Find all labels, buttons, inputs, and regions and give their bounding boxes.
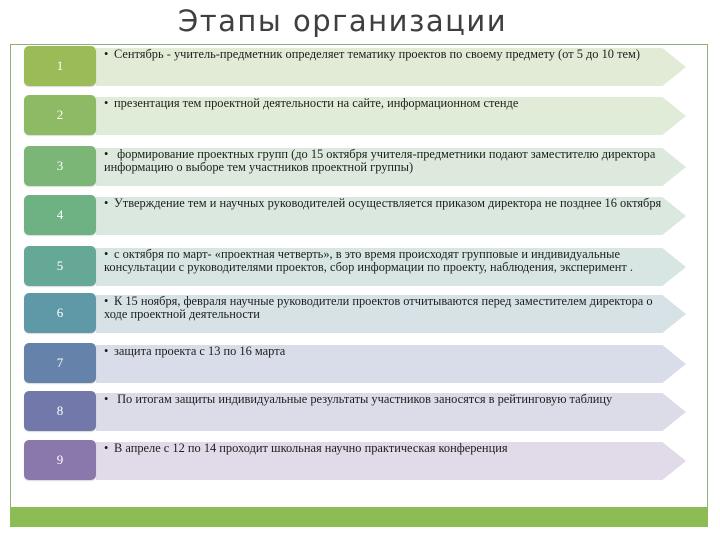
footer-bar bbox=[10, 507, 708, 527]
step-number: 5 bbox=[24, 246, 96, 286]
step-item bbox=[24, 195, 690, 235]
step-item bbox=[24, 95, 690, 135]
step-text: • К 15 ноября, февраля научные руководители проектов отчитываются перед заместителем директора о ходе проектной деятельности bbox=[104, 294, 653, 321]
page-title: Этапы организации bbox=[178, 4, 508, 38]
step-item bbox=[24, 246, 690, 286]
step-number: 4 bbox=[24, 195, 96, 235]
step-number: 2 bbox=[24, 95, 96, 135]
step-number: 6 bbox=[24, 293, 96, 333]
step-item bbox=[24, 146, 690, 186]
step-item bbox=[24, 293, 690, 333]
step-item bbox=[24, 46, 690, 86]
step-text: • защита проекта с 13 по 16 марта bbox=[104, 344, 286, 358]
step-number: 9 bbox=[24, 440, 96, 480]
step-item bbox=[24, 440, 690, 480]
step-number: 7 bbox=[24, 343, 96, 383]
step-text: • презентация тем проектной деятельности на сайте, информационном стенде bbox=[104, 96, 519, 110]
step-number: 8 bbox=[24, 391, 96, 431]
step-number: 3 bbox=[24, 146, 96, 186]
step-text: • Утверждение тем и научных руководителей осуществляется приказом директора не позднее 16 октября bbox=[104, 196, 662, 210]
step-text: • формирование проектных групп (до 15 октября учителя-предметники подают заместителю директора информацию о выборе тем участников проектной группы) bbox=[104, 147, 656, 174]
step-item bbox=[24, 391, 690, 431]
step-text: • По итогам защиты индивидуальные результаты участников заносятся в рейтинговую таблицу bbox=[104, 392, 613, 406]
step-text: • с октября по март- «проектная четверть», в это время происходят групповые и индивидуальные консультации с руководителями проектов, сбор информации по проекту, наблюдения, эксперимент . bbox=[104, 247, 633, 274]
step-text: • В апреле с 12 по 14 проходит школьная научно практическая конференция bbox=[104, 441, 508, 455]
step-text: • Сентябрь - учитель-предметник определяет тематику проектов по своему предмету (от 5 до 10 тем) bbox=[104, 47, 640, 61]
step-number: 1 bbox=[24, 46, 96, 86]
step-item bbox=[24, 343, 690, 383]
